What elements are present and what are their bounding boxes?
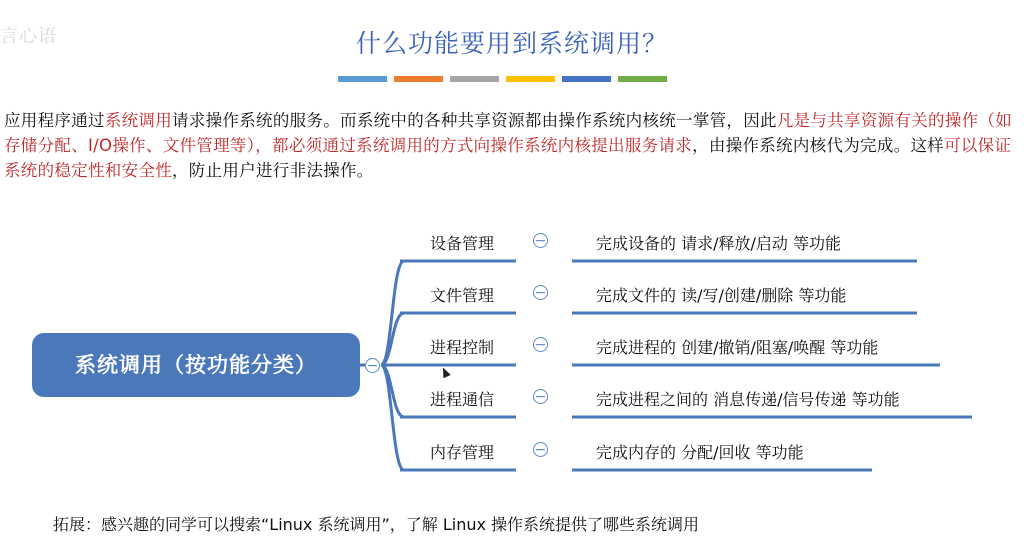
branch-collapse-icon[interactable]: −: [534, 337, 547, 353]
branch-description[interactable]: 完成内存的 分配/回收 等功能: [596, 443, 804, 462]
highlight-text: 可以保证系统的稳定性和安全性: [4, 136, 1012, 180]
branch-collapse-icon[interactable]: −: [534, 389, 547, 405]
branch-collapse-icon[interactable]: −: [534, 442, 547, 458]
branch-label[interactable]: 设备管理: [429, 234, 494, 253]
branch-collapse-icon[interactable]: −: [534, 233, 547, 249]
branch-label[interactable]: 进程通信: [429, 390, 494, 409]
body-text: 请求操作系统的服务。而系统中的各种共享资源都由操作系统内核统一掌管，因此: [172, 111, 777, 130]
branch-description[interactable]: 完成文件的 读/写/创建/删除 等功能: [596, 286, 847, 305]
branch-description[interactable]: 完成设备的 请求/释放/启动 等功能: [596, 234, 841, 253]
branch-description[interactable]: 完成进程的 创建/撤销/阻塞/唤醒 等功能: [596, 338, 879, 357]
footer-note: 拓展：感兴趣的同学可以搜索“Linux 系统调用”，了解 Linux 操作系统提供了哪些系统调用: [53, 515, 700, 534]
branch-collapse-icon[interactable]: −: [534, 285, 547, 301]
branch-label[interactable]: 文件管理: [429, 286, 494, 305]
watermark: 言心语: [0, 26, 57, 47]
mindmap-root-node[interactable]: 系统调用（按功能分类）: [32, 333, 360, 397]
highlight-text: 系统调用: [104, 111, 173, 130]
body-text: ，由操作系统内核代为完成。这样: [692, 136, 945, 155]
root-collapse-icon[interactable]: −: [366, 358, 379, 374]
slide-title: 什么功能要用到系统调用？: [355, 29, 668, 58]
branch-description[interactable]: 完成进程之间的 消息传递/信号传递 等功能: [596, 390, 900, 409]
branch-label[interactable]: 内存管理: [429, 443, 494, 462]
body-text: ，防止用户进行非法操作。: [172, 161, 374, 180]
highlight-text: 凡是与共享资源有关的操作（如存储分配、I/O操作、文件管理等），都必须通过系统调用的方式向操作系统内核提出服务请求: [4, 111, 1013, 155]
body-text: 应用程序通过: [4, 111, 105, 130]
branch-label[interactable]: 进程控制: [429, 338, 494, 357]
